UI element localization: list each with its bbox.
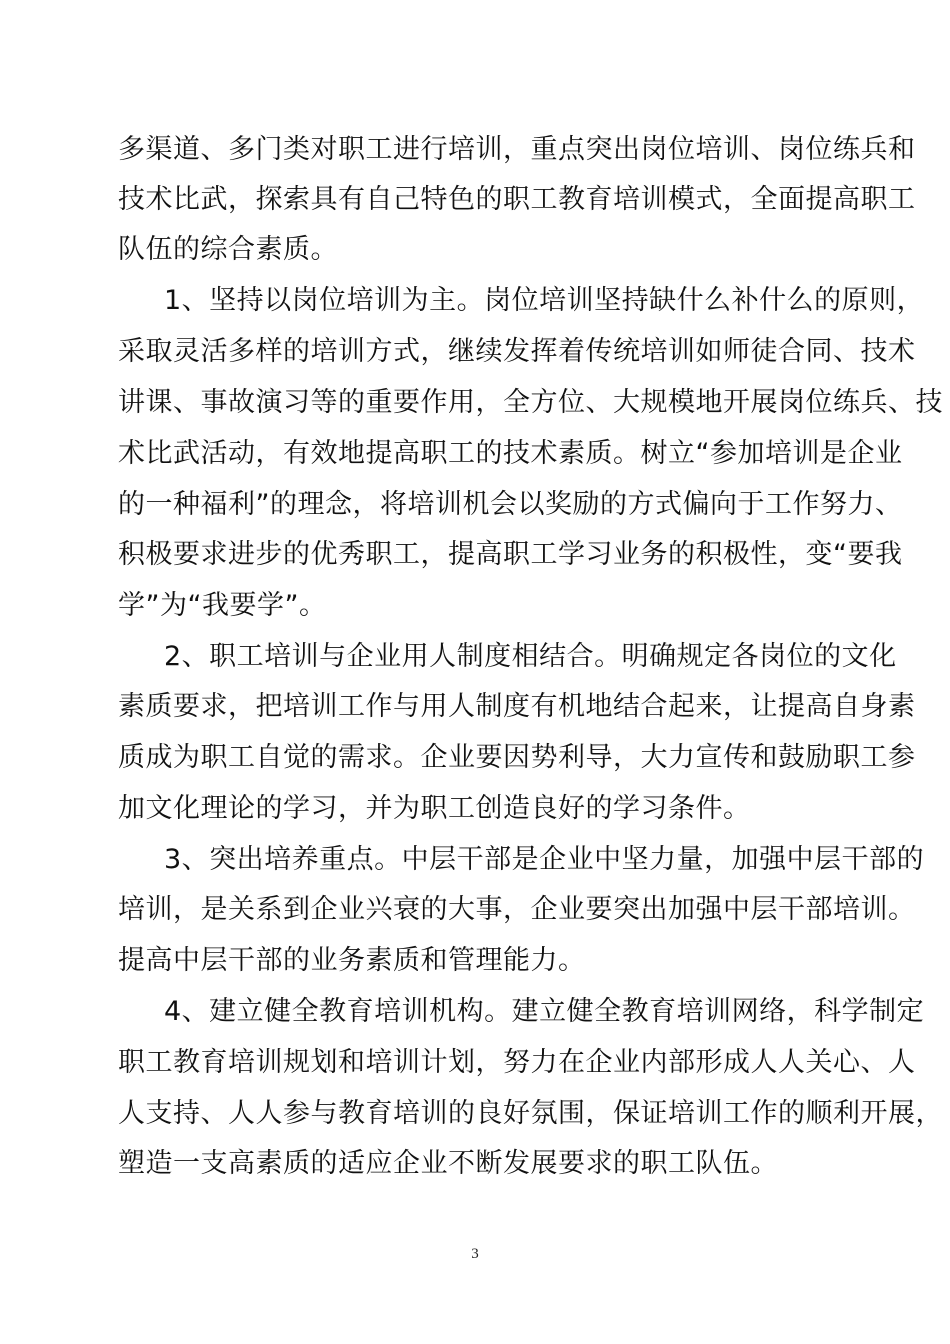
text-line: 术比武活动，有效地提高职工的技术素质。树立“参加培训是企业 <box>118 438 903 469</box>
text-line: 学”为“我要学”。 <box>118 590 327 621</box>
text-line: 塑造一支高素质的适应企业不断发展要求的职工队伍。 <box>118 1148 778 1179</box>
paragraph-4-first-line: 4、建立健全教育培训机构。建立健全教育培训网络，科学制定 <box>164 996 925 1027</box>
text-line: 队伍的综合素质。 <box>118 234 338 265</box>
paragraph-1-first-line: 1、坚持以岗位培训为主。岗位培训坚持缺什么补什么的原则， <box>164 285 925 316</box>
text-line: 提高中层干部的业务素质和管理能力。 <box>118 945 586 976</box>
text-line: 讲课、事故演习等的重要作用，全方位、大规模地开展岗位练兵、技 <box>118 387 943 418</box>
text-line: 加文化理论的学习，并为职工创造良好的学习条件。 <box>118 793 751 824</box>
text-line: 培训，是关系到企业兴衰的大事，企业要突出加强中层干部培训。 <box>118 894 916 925</box>
text-line: 多渠道、多门类对职工进行培训，重点突出岗位培训、岗位练兵和 <box>118 134 916 165</box>
text-line: 采取灵活多样的培训方式，继续发挥着传统培训如师徒合同、技术 <box>118 336 916 367</box>
page-number: 3 <box>471 1246 479 1262</box>
paragraph-2-first-line: 2、职工培训与企业用人制度相结合。明确规定各岗位的文化 <box>164 641 897 672</box>
text-line: 素质要求，把培训工作与用人制度有机地结合起来，让提高自身素 <box>118 691 916 722</box>
text-line: 积极要求进步的优秀职工，提高职工学习业务的积极性，变“要我 <box>118 539 903 570</box>
text-line: 人支持、人人参与教育培训的良好氛围，保证培训工作的顺利开展， <box>118 1098 943 1129</box>
text-line: 技术比武，探索具有自己特色的职工教育培训模式，全面提高职工 <box>118 184 916 215</box>
text-line: 质成为职工自觉的需求。企业要因势利导，大力宣传和鼓励职工参 <box>118 742 916 773</box>
text-line: 职工教育培训规划和培训计划，努力在企业内部形成人人关心、人 <box>118 1047 916 1078</box>
paragraph-3-first-line: 3、突出培养重点。中层干部是企业中坚力量，加强中层干部的 <box>164 844 925 875</box>
text-line: 的一种福利”的理念，将培训机会以奖励的方式偏向于工作努力、 <box>118 489 903 520</box>
